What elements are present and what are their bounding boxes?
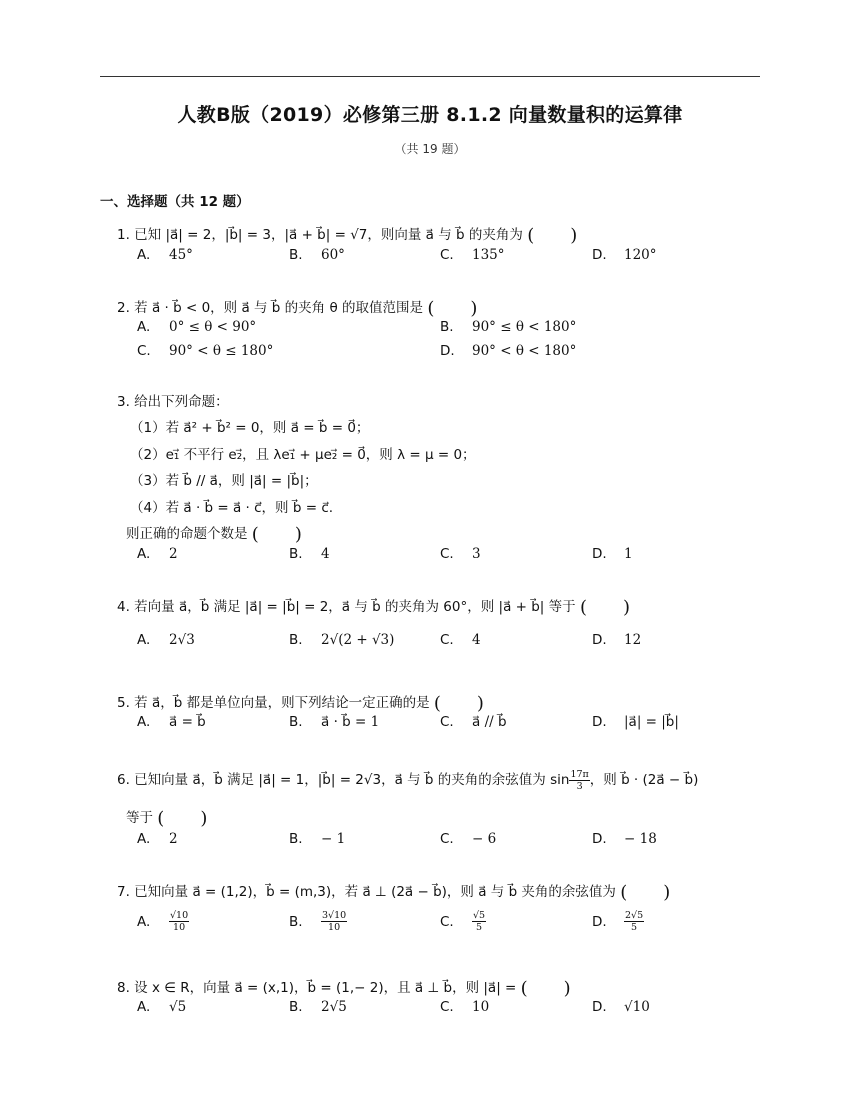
q3-option-c: C. 3 <box>440 546 481 562</box>
q3-proposition-4: （4）若 a⃗ · b⃗ = a⃗ · c⃗，则 b⃗ = c⃗. <box>130 500 334 516</box>
q7-option-a: A. $\frac{√10}{10}$ <box>137 910 189 933</box>
q8-option-d: D. √10 <box>592 999 650 1015</box>
question-6-stem: 6. 已知向量 a⃗，b⃗ 满足 |a⃗| = 1，|b⃗| = 2√3，a⃗ 与 b⃗ 的夹角的余弦值为 sin $\frac{17\pi}{3}$ ，则 b⃗ · (2a⃗ − b⃗) <box>117 768 699 792</box>
q2-option-a: A. 0° ≤ θ < 90° <box>137 319 257 335</box>
q3-proposition-1: （1）若 a⃗² + b⃗² = 0，则 a⃗ = b⃗ = 0⃗； <box>130 420 370 436</box>
q3-option-d: D. 1 <box>592 546 633 562</box>
q4-option-c: C. 4 <box>440 632 481 648</box>
q6-option-d: D. − 18 <box>592 831 657 847</box>
q6-option-c: C. − 6 <box>440 831 497 847</box>
q8-option-b: B. 2√5 <box>289 999 347 1015</box>
q7-option-c: C. $\frac{√5}{5}$ <box>440 910 486 933</box>
question-1-stem: 1. 已知 |a⃗| = 2，|b⃗| = 3，|a⃗ + b⃗| = √7，则向量 a⃗ 与 b⃗ 的夹角为 ( ) <box>117 225 578 246</box>
question-5-stem: 5. 若 a⃗，b⃗ 都是单位向量，则下列结论一定正确的是 ( ) <box>117 693 484 714</box>
q5-option-c: C. a⃗ // b⃗ <box>440 714 507 730</box>
q3-proposition-2: （2）e₁⃗ 不平行 e₂⃗，且 λe₁⃗ + μe₂⃗ = 0⃗，则 λ = μ = 0； <box>130 447 476 463</box>
q2-option-b: B. 90° ≤ θ < 180° <box>440 319 577 335</box>
q1-option-d: D. 120° <box>592 247 657 263</box>
section-heading: 一、选择题（共 12 题） <box>100 194 250 210</box>
top-rule <box>100 76 760 77</box>
q4-option-a: A. 2√3 <box>137 632 195 648</box>
question-count: （共 19 题） <box>394 142 466 156</box>
question-8-stem: 8. 设 x ∈ R，向量 a⃗ = (x,1)，b⃗ = (1,− 2)，且 a⃗ ⊥ b⃗，则 |a⃗| = ( ) <box>117 978 571 999</box>
question-4-stem: 4. 若向量 a⃗，b⃗ 满足 |a⃗| = |b⃗| = 2，a⃗ 与 b⃗ 的夹角为 60°，则 |a⃗ + b⃗| 等于 ( ) <box>117 597 630 618</box>
q3-option-a: A. 2 <box>137 546 178 562</box>
q6-fraction: $\frac{17\pi}{3}$ <box>570 768 589 792</box>
q8-option-c: C. 10 <box>440 999 490 1015</box>
q5-option-b: B. a⃗ · b⃗ = 1 <box>289 714 380 730</box>
page-title: 人教B版（2019）必修第三册 8.1.2 向量数量积的运算律 <box>177 104 683 126</box>
q5-option-d: D. |a⃗| = |b⃗| <box>592 714 679 730</box>
q7-option-d: D. $\frac{2√5}{5}$ <box>592 910 644 933</box>
q4-option-b: B. 2√(2 + √3) <box>289 632 395 648</box>
q3-option-b: B. 4 <box>289 546 330 562</box>
q6-option-a: A. 2 <box>137 831 178 847</box>
question-7-stem: 7. 已知向量 a⃗ = (1,2)，b⃗ = (m,3)，若 a⃗ ⊥ (2a⃗ − b⃗)，则 a⃗ 与 b⃗ 夹角的余弦值为 ( ) <box>117 882 671 903</box>
q1-option-c: C. 135° <box>440 247 505 263</box>
q2-option-d: D. 90° < θ < 180° <box>440 343 577 359</box>
q5-option-a: A. a⃗ = b⃗ <box>137 714 206 730</box>
q7-option-b: B. $\frac{3√10}{10}$ <box>289 910 347 933</box>
q3-prompt: 则正确的命题个数是 ( ) <box>126 524 302 545</box>
q6-option-b: B. − 1 <box>289 831 346 847</box>
q6-continuation: 等于 ( ) <box>126 808 208 829</box>
q3-proposition-3: （3）若 b⃗ // a⃗，则 |a⃗| = |b⃗|； <box>130 473 318 489</box>
question-3-stem: 3. 给出下列命题： <box>117 394 229 410</box>
q8-option-a: A. √5 <box>137 999 187 1015</box>
question-2-stem: 2. 若 a⃗ · b⃗ < 0，则 a⃗ 与 b⃗ 的夹角 θ 的取值范围是 ( ) <box>117 298 478 319</box>
q4-option-d: D. 12 <box>592 632 642 648</box>
q2-option-c: C. 90° < θ ≤ 180° <box>137 343 274 359</box>
q1-option-a: A. 45° <box>137 247 193 263</box>
q1-option-b: B. 60° <box>289 247 345 263</box>
